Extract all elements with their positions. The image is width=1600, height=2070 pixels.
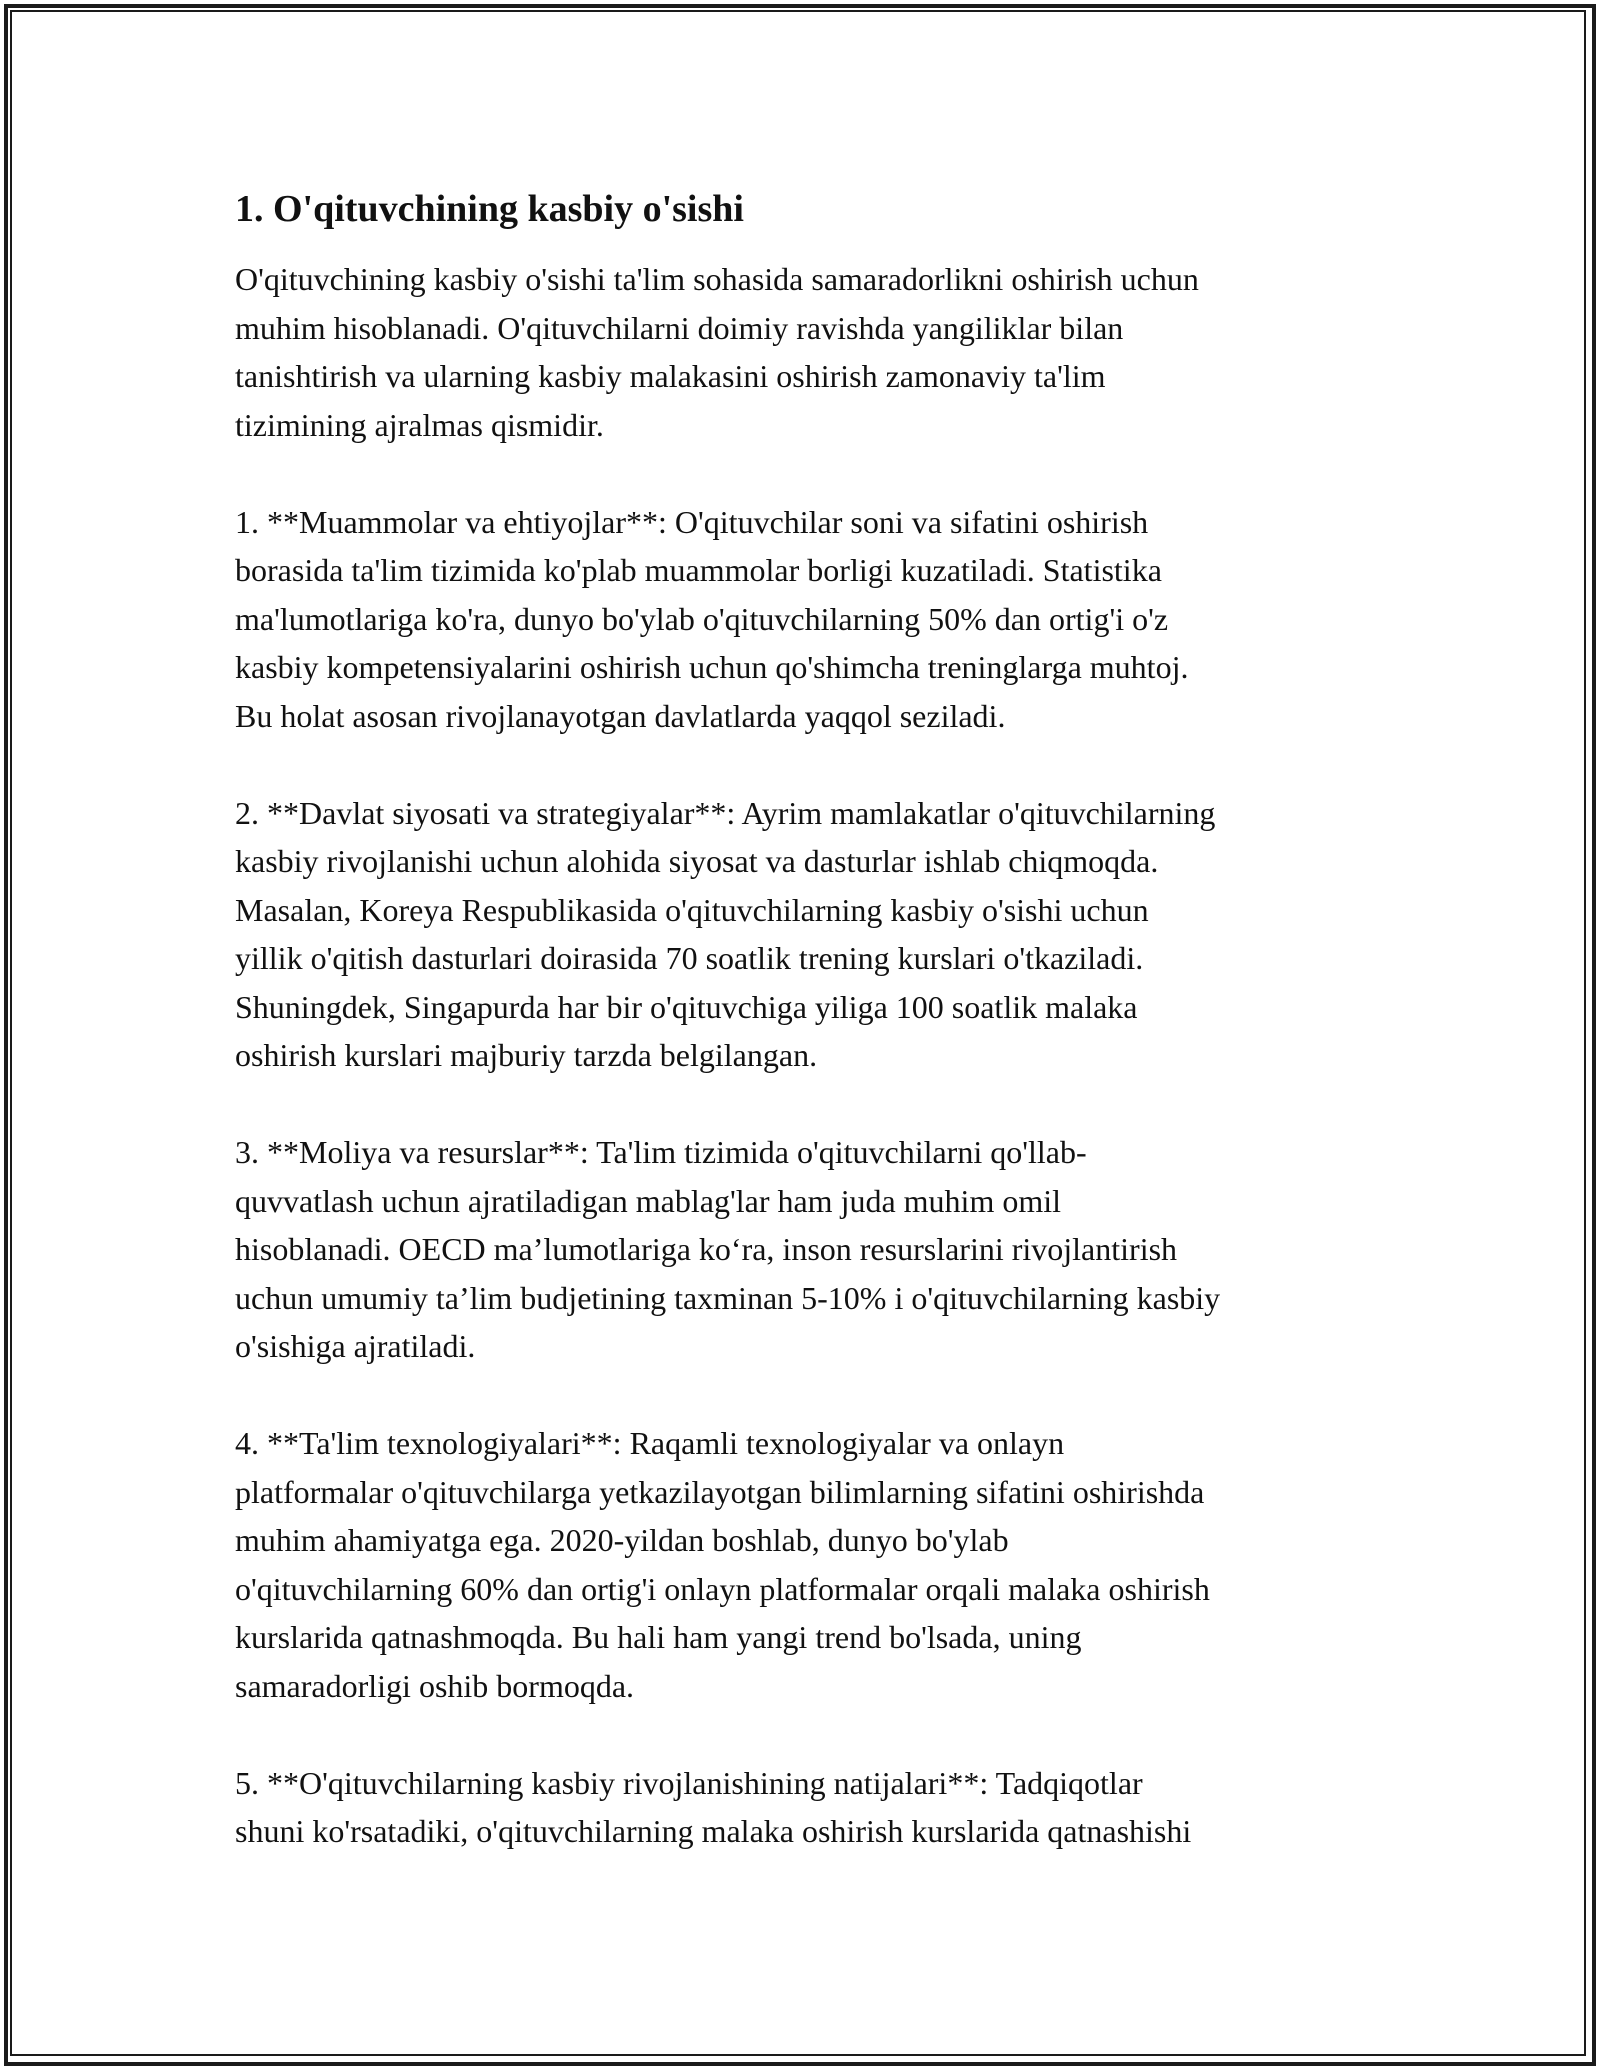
list-item-muammolar: 1. **Muammolar va ehtiyojlar**: O'qituvchilar soni va sifatini oshirish borasida ta'lim tizimida ko'plab muammolar borligi kuzatiladi. Statistika ma'lumotlariga ko'ra, dunyo bo'ylab o'qituvchilarning 50% dan ortig'i o'z kasbiy kompetensiyalarini oshirish uchun qo'shimcha treninglarga muhtoj. Bu holat asosan rivojlanayotgan davlatlarda yaqqol seziladi. bbox=[235, 503, 1189, 734]
intro-paragraph: O'qituvchining kasbiy o'sishi ta'lim sohasida samaradorlikni oshirish uchun muhim hisoblanadi. O'qituvchilarni doimiy ravishda yangiliklar bilan tanishtirish va ularning kasbiy malakasini oshirish zamonaviy ta'lim tizimining ajralmas qismidir. bbox=[235, 261, 1199, 443]
list-item-natijalar: 5. **O'qituvchilarning kasbiy rivojlanishining natijalari**: Tadqiqotlar shuni ko'rsatadiki, o'qituvchilarning malaka oshirish kurslarida qatnashishi bbox=[235, 1764, 1192, 1849]
list-item-moliya: 3. **Moliya va resurslar**: Ta'lim tizimida o'qituvchilarni qo'llab- quvvatlash uchun ajratiladigan mablag'lar ham juda muhim omil hisoblanadi. OECD ma’lumotlariga ko‘ra, inson resurslarini rivojlantirish uchun umumiy ta’lim budjetining taxminan 5-10% i o'qituvchilarning kasbiy o'sishiga ajratiladi. bbox=[235, 1134, 1221, 1364]
document-body bbox=[235, 185, 1375, 1904]
list-item-davlat-siyosati: 2. **Davlat siyosati va strategiyalar**: Ayrim mamlakatlar o'qituvchilarning kasbiy rivojlanishi uchun alohida siyosat va dasturlar ishlab chiqmoqda. Masalan, Koreya Respublikasida o'qituvchilarning kasbiy o'sishi uchun yillik o'qitish dasturlari doirasida 70 soatlik trening kurslari o'tkaziladi. Shuningdek, Singapurda har bir o'qituvchiga yiliga 100 soatlik malaka oshirish kurslari majburiy tarzda belgilangan. bbox=[235, 794, 1216, 1073]
list-item-texnologiyalar: 4. **Ta'lim texnologiyalari**: Raqamli texnologiyalar va onlayn platformalar o'qituvchilarga yetkazilayotgan bilimlarning sifatini oshirishda muhim ahamiyatga ega. 2020-yildan boshlab, dunyo bo'ylab o'qituvchilarning 60% dan ortig'i onlayn platformalar orqali malaka oshirish kurslarida qatnashmoqda. Bu hali ham yangi trend bo'lsada, uning samaradorligi oshib bormoqda. bbox=[235, 1425, 1210, 1704]
section-heading: 1. O'qituvchining kasbiy o'sishi bbox=[235, 188, 744, 230]
